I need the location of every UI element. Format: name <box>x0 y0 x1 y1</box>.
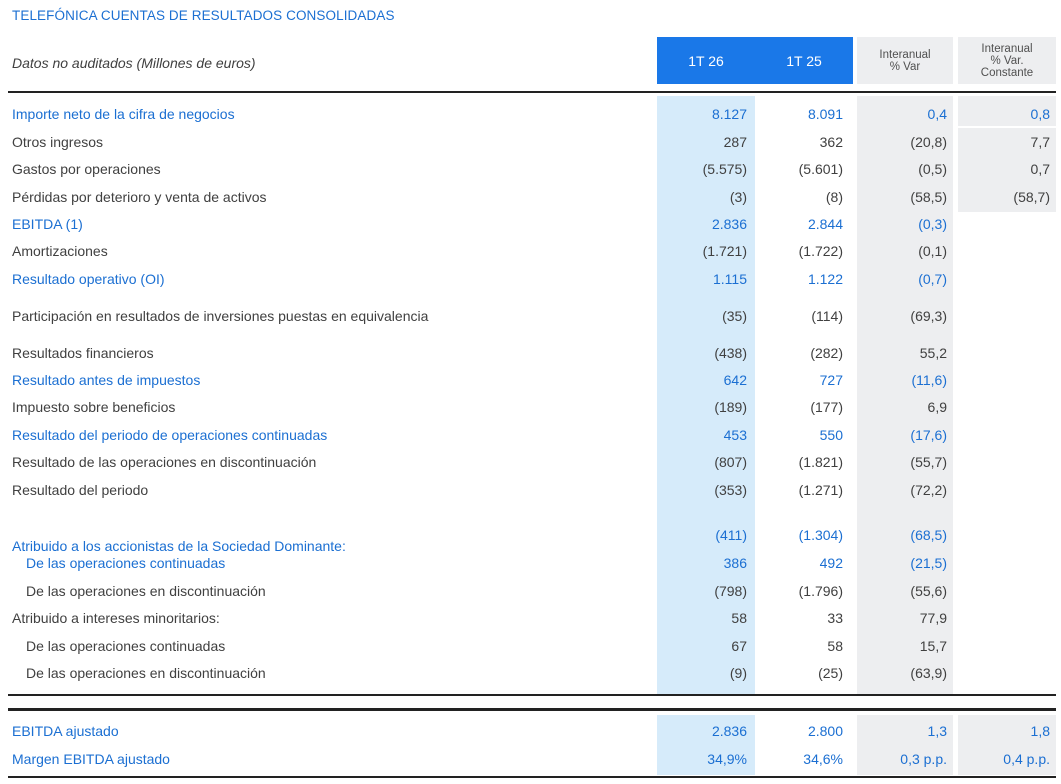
table-row <box>0 158 1061 180</box>
table-row <box>0 524 1061 554</box>
header-col4-line3: Constante <box>980 66 1034 79</box>
cell-v1: (189) <box>714 399 747 415</box>
table-end-rule-1 <box>8 694 1056 696</box>
cell-v4: 7,7 <box>1030 134 1050 150</box>
header-rule <box>8 91 1056 93</box>
cell-v3: (72,2) <box>910 482 947 498</box>
adjusted-row <box>0 748 1061 770</box>
cell-v2: (1.722) <box>798 243 843 259</box>
cell-v2: 2.844 <box>807 216 843 232</box>
cell-v2: 362 <box>819 134 843 150</box>
cell-v2: (25) <box>818 665 843 681</box>
cell-v1: (9) <box>729 665 747 681</box>
header-col3-line2: % Var <box>889 60 921 73</box>
cell-v2: 727 <box>819 372 843 388</box>
cell-v1: 386 <box>723 555 747 571</box>
cell-v1: (1.721) <box>702 243 747 259</box>
row-label: EBITDA ajustado <box>12 723 119 739</box>
cell-v3: 0,4 <box>927 106 947 122</box>
cell-v1: 1.115 <box>713 271 747 287</box>
row-label: Resultado del periodo <box>12 482 149 498</box>
table-row <box>0 186 1061 208</box>
cell-v1: (798) <box>714 583 747 599</box>
row-label: Impuesto sobre beneficios <box>12 399 176 415</box>
cell-v1: 34,9% <box>707 751 747 767</box>
cell-v4: 0,7 <box>1030 161 1050 177</box>
cell-v3: (11,6) <box>911 372 947 388</box>
table-row <box>0 213 1061 235</box>
adjusted-row <box>0 720 1061 742</box>
cell-v2: (177) <box>810 399 843 415</box>
cell-v3: 15,7 <box>919 638 947 654</box>
cell-v2: 492 <box>819 555 843 571</box>
cell-v4: 0,4 p.p. <box>1003 751 1050 767</box>
cell-v1: 2.836 <box>711 216 747 232</box>
cell-v2: 1.122 <box>807 271 843 287</box>
table-row <box>0 552 1061 574</box>
cell-v1: (438) <box>714 345 747 361</box>
table-row <box>0 635 1061 657</box>
header-col4-line1: Interanual <box>981 42 1033 55</box>
row-label: Importe neto de la cifra de negocios <box>12 106 235 122</box>
cell-v2: (1.821) <box>798 454 843 470</box>
cell-v1: (353) <box>714 482 747 498</box>
table-row <box>0 662 1061 684</box>
report-title: TELEFÓNICA CUENTAS DE RESULTADOS CONSOLIDADAS <box>12 8 395 23</box>
cell-v1: (411) <box>715 527 747 543</box>
header-col-interanual-var <box>857 37 953 84</box>
cell-v3: (69,3) <box>910 308 947 324</box>
row-label: Pérdidas por deterioro y venta de activos <box>12 189 267 205</box>
cell-v1: 58 <box>731 610 747 626</box>
row-label: Resultado del periodo de operaciones continuadas <box>12 427 328 443</box>
cell-v2: 8.091 <box>807 106 843 122</box>
table-row <box>0 268 1061 290</box>
cell-v3: 6,9 <box>927 399 947 415</box>
table-row <box>0 131 1061 153</box>
cell-v2: (8) <box>825 189 843 205</box>
table-end-rule-2 <box>8 708 1056 711</box>
row-label: Resultado operativo (OI) <box>12 271 165 287</box>
header-col-interanual-constante <box>958 37 1056 84</box>
cell-v3: (68,5) <box>910 527 947 543</box>
table-row <box>0 342 1061 364</box>
cell-v3: (0,7) <box>918 271 947 287</box>
row-label: Margen EBITDA ajustado <box>12 751 170 767</box>
row-label: De las operaciones en discontinuación <box>26 665 266 681</box>
cell-v1: (807) <box>714 454 747 470</box>
cell-v2: 550 <box>819 427 843 443</box>
cell-v1: 287 <box>723 134 747 150</box>
row-label: Atribuido a los accionistas de la Sociedad Dominante: <box>12 538 346 554</box>
table-row <box>0 369 1061 391</box>
table-row <box>0 451 1061 473</box>
row-label: Gastos por operaciones <box>12 161 161 177</box>
cell-v3: (63,9) <box>910 665 947 681</box>
row-label: Amortizaciones <box>12 243 108 259</box>
row-label: EBITDA (1) <box>12 216 83 232</box>
cell-v3: (21,5) <box>910 555 947 571</box>
cell-v4: 0,8 <box>1030 106 1050 122</box>
table-row <box>0 103 1061 125</box>
cell-v2: (1.271) <box>798 482 843 498</box>
cell-v3: (55,6) <box>910 583 947 599</box>
row-label: De las operaciones continuadas <box>26 638 226 654</box>
cell-v2: (1.796) <box>798 583 843 599</box>
cell-v3: (0,5) <box>918 161 947 177</box>
table-row <box>0 580 1061 602</box>
cell-v3: (55,7) <box>910 454 947 470</box>
cell-v3: (58,5) <box>910 189 947 205</box>
row-label: De las operaciones continuadas <box>26 555 226 571</box>
cell-v4: 1,8 <box>1030 723 1050 739</box>
row-label: De las operaciones en discontinuación <box>26 583 266 599</box>
cell-v2: (282) <box>810 345 843 361</box>
cell-v2: 58 <box>827 638 843 654</box>
cell-v2: 33 <box>827 610 843 626</box>
cell-v2: 34,6% <box>803 751 843 767</box>
cell-v3: (17,6) <box>910 427 947 443</box>
header-col-1t26: 1T 26 <box>657 37 755 84</box>
cell-v3: 77,9 <box>919 610 947 626</box>
row-label: Resultados financieros <box>12 345 154 361</box>
header-col4-line2: % Var. <box>990 54 1024 67</box>
table-row <box>0 396 1061 418</box>
table-row <box>0 424 1061 446</box>
cell-v3: 1,3 <box>927 723 947 739</box>
row-label: Participación en resultados de inversiones puestas en equivalencia <box>12 308 429 324</box>
header-col3-line1: Interanual <box>879 48 931 61</box>
cell-v1: (3) <box>729 189 747 205</box>
row-label: Otros ingresos <box>12 134 104 150</box>
table-row <box>0 479 1061 501</box>
cell-v3: (0,3) <box>918 216 947 232</box>
cell-v2: (1.304) <box>798 527 843 543</box>
cell-v1: (35) <box>722 308 747 324</box>
table-row <box>0 607 1061 629</box>
cell-v3: (20,8) <box>910 134 947 150</box>
row-label: Resultado de las operaciones en discontinuación <box>12 454 317 470</box>
cell-v2: (114) <box>811 308 843 324</box>
cell-v3: 55,2 <box>919 345 947 361</box>
cell-v1: 453 <box>723 427 747 443</box>
table-row <box>0 305 1061 327</box>
cell-v2: 2.800 <box>807 723 843 739</box>
cell-v1: 2.836 <box>711 723 747 739</box>
header-col-1t25: 1T 25 <box>755 37 853 84</box>
cell-v2: (5.601) <box>798 161 843 177</box>
adjusted-end-rule <box>8 776 1056 778</box>
cell-v1: 8.127 <box>711 106 747 122</box>
header-description: Datos no auditados (Millones de euros) <box>12 55 256 71</box>
table-row <box>0 240 1061 262</box>
row-label: Atribuido a intereses minoritarios: <box>12 610 220 626</box>
cell-v1: (5.575) <box>702 161 747 177</box>
cell-v3: 0,3 p.p. <box>900 751 947 767</box>
row-label: Resultado antes de impuestos <box>12 372 201 388</box>
cell-v1: 67 <box>731 638 747 654</box>
cell-v4: (58,7) <box>1013 189 1050 205</box>
cell-v1: 642 <box>723 372 747 388</box>
cell-v3: (0,1) <box>918 243 947 259</box>
